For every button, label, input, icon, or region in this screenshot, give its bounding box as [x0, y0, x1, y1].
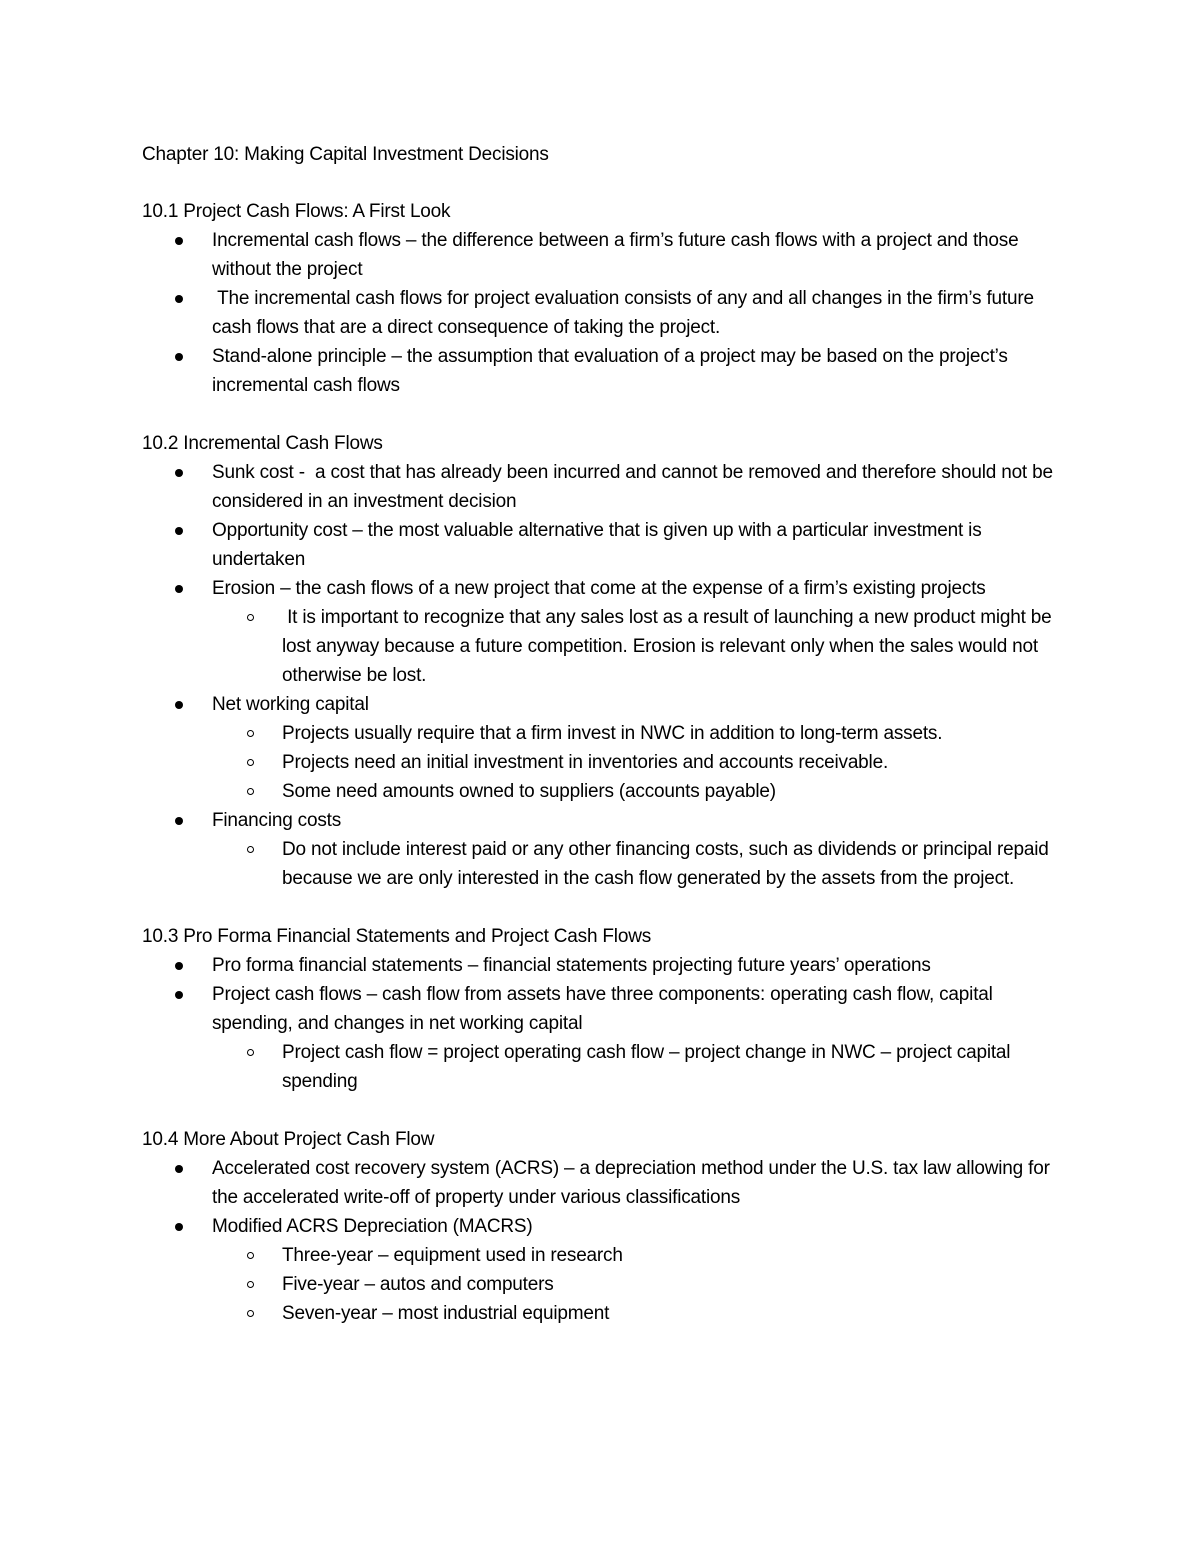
list-item	[142, 1154, 1072, 1212]
list-item	[142, 574, 1072, 603]
bullet-circle-icon	[247, 846, 254, 853]
list-item-text: Sunk cost - a cost that has already been incurred and cannot be removed and therefore should not be considered in an investment decision	[212, 462, 1058, 512]
bullet-circle-icon	[247, 788, 254, 795]
sub-list-item-text: Project cash flow = project operating cash flow – project change in NWC – project capital spending	[282, 1042, 1016, 1092]
section-heading: 10.2 Incremental Cash Flows	[142, 433, 383, 454]
section-heading: 10.3 Pro Forma Financial Statements and Project Cash Flows	[142, 926, 652, 947]
sub-list-item	[142, 835, 1072, 893]
section	[142, 1125, 1072, 1328]
sections-container	[142, 197, 1072, 1328]
section	[142, 197, 1072, 400]
list-item-text: The incremental cash flows for project evaluation consists of any and all changes in the firm’s future cash flows that are a direct consequence of taking the project.	[212, 288, 1039, 338]
sub-list-item-text: Seven-year – most industrial equipment	[282, 1303, 610, 1324]
document-body	[142, 140, 1072, 1357]
list-item-text: Pro forma financial statements – financial statements projecting future years’ operations	[212, 955, 931, 976]
bullet-dot-icon	[175, 353, 183, 361]
list-item	[142, 226, 1072, 284]
bullet-circle-icon	[247, 1310, 254, 1317]
bullet-dot-icon	[175, 817, 183, 825]
section	[142, 429, 1072, 893]
list-item-text: Stand-alone principle – the assumption that evaluation of a project may be based on the project’s incremental cash flows	[212, 346, 1013, 396]
sub-list-item-text: Some need amounts owned to suppliers (accounts payable)	[282, 781, 776, 802]
sub-list-item-text: Projects usually require that a firm invest in NWC in addition to long-term assets.	[282, 723, 943, 744]
sub-list-item-text: Three-year – equipment used in research	[282, 1245, 623, 1266]
list-item-text: Project cash flows – cash flow from assets have three components: operating cash flow, capital spending, and changes in net working capital	[212, 984, 998, 1034]
document-title: Chapter 10: Making Capital Investment Decisions	[142, 144, 549, 165]
sub-list-item	[142, 777, 1072, 806]
bullet-dot-icon	[175, 1165, 183, 1173]
list-item	[142, 1212, 1072, 1241]
bullet-dot-icon	[175, 295, 183, 303]
bullet-dot-icon	[175, 585, 183, 593]
list-item	[142, 516, 1072, 574]
sub-list-item-text: Do not include interest paid or any other financing costs, such as dividends or principal repaid because we are only interested in the cash flow generated by the assets from the project.	[282, 839, 1054, 889]
bullet-circle-icon	[247, 1281, 254, 1288]
list-item-text: Incremental cash flows – the difference between a firm’s future cash flows with a project and those without the project	[212, 230, 1024, 280]
sub-list-item	[142, 748, 1072, 777]
list-item-text: Net working capital	[212, 694, 369, 715]
list-item	[142, 690, 1072, 719]
bullet-list	[142, 458, 1072, 893]
bullet-circle-icon	[247, 759, 254, 766]
bullet-dot-icon	[175, 237, 183, 245]
bullet-list	[142, 1154, 1072, 1328]
list-item-text: Erosion – the cash flows of a new project that come at the expense of a firm’s existing projects	[212, 578, 986, 599]
list-item	[142, 458, 1072, 516]
bullet-circle-icon	[247, 614, 254, 621]
sub-list-item-text: Projects need an initial investment in inventories and accounts receivable.	[282, 752, 889, 773]
section-heading: 10.4 More About Project Cash Flow	[142, 1129, 435, 1150]
sub-list-item	[142, 603, 1072, 690]
bullet-circle-icon	[247, 730, 254, 737]
sub-list-item	[142, 719, 1072, 748]
list-item	[142, 806, 1072, 835]
list-item-text: Financing costs	[212, 810, 342, 831]
bullet-list	[142, 951, 1072, 1096]
sub-list-item-text: It is important to recognize that any sales lost as a result of launching a new product might be lost anyway because a future competition. Erosion is relevant only when the sales would not otherwise be lost.	[282, 607, 1057, 686]
sub-list-item	[142, 1038, 1072, 1096]
bullet-circle-icon	[247, 1252, 254, 1259]
list-item-text: Modified ACRS Depreciation (MACRS)	[212, 1216, 533, 1237]
list-item	[142, 284, 1072, 342]
list-item	[142, 342, 1072, 400]
bullet-dot-icon	[175, 962, 183, 970]
section-heading: 10.1 Project Cash Flows: A First Look	[142, 201, 451, 222]
bullet-dot-icon	[175, 469, 183, 477]
sub-list-item	[142, 1299, 1072, 1328]
bullet-list	[142, 226, 1072, 400]
sub-list-item	[142, 1241, 1072, 1270]
bullet-dot-icon	[175, 991, 183, 999]
bullet-dot-icon	[175, 1223, 183, 1231]
sub-list-item-text: Five-year – autos and computers	[282, 1274, 554, 1295]
bullet-dot-icon	[175, 701, 183, 709]
bullet-dot-icon	[175, 527, 183, 535]
section	[142, 922, 1072, 1096]
list-item	[142, 951, 1072, 980]
sub-list-item	[142, 1270, 1072, 1299]
list-item-text: Accelerated cost recovery system (ACRS) – a depreciation method under the U.S. tax law allowing for the accelerated write-off of property under various classifications	[212, 1158, 1055, 1208]
list-item	[142, 980, 1072, 1038]
bullet-circle-icon	[247, 1049, 254, 1056]
list-item-text: Opportunity cost – the most valuable alternative that is given up with a particular investment is undertaken	[212, 520, 987, 570]
